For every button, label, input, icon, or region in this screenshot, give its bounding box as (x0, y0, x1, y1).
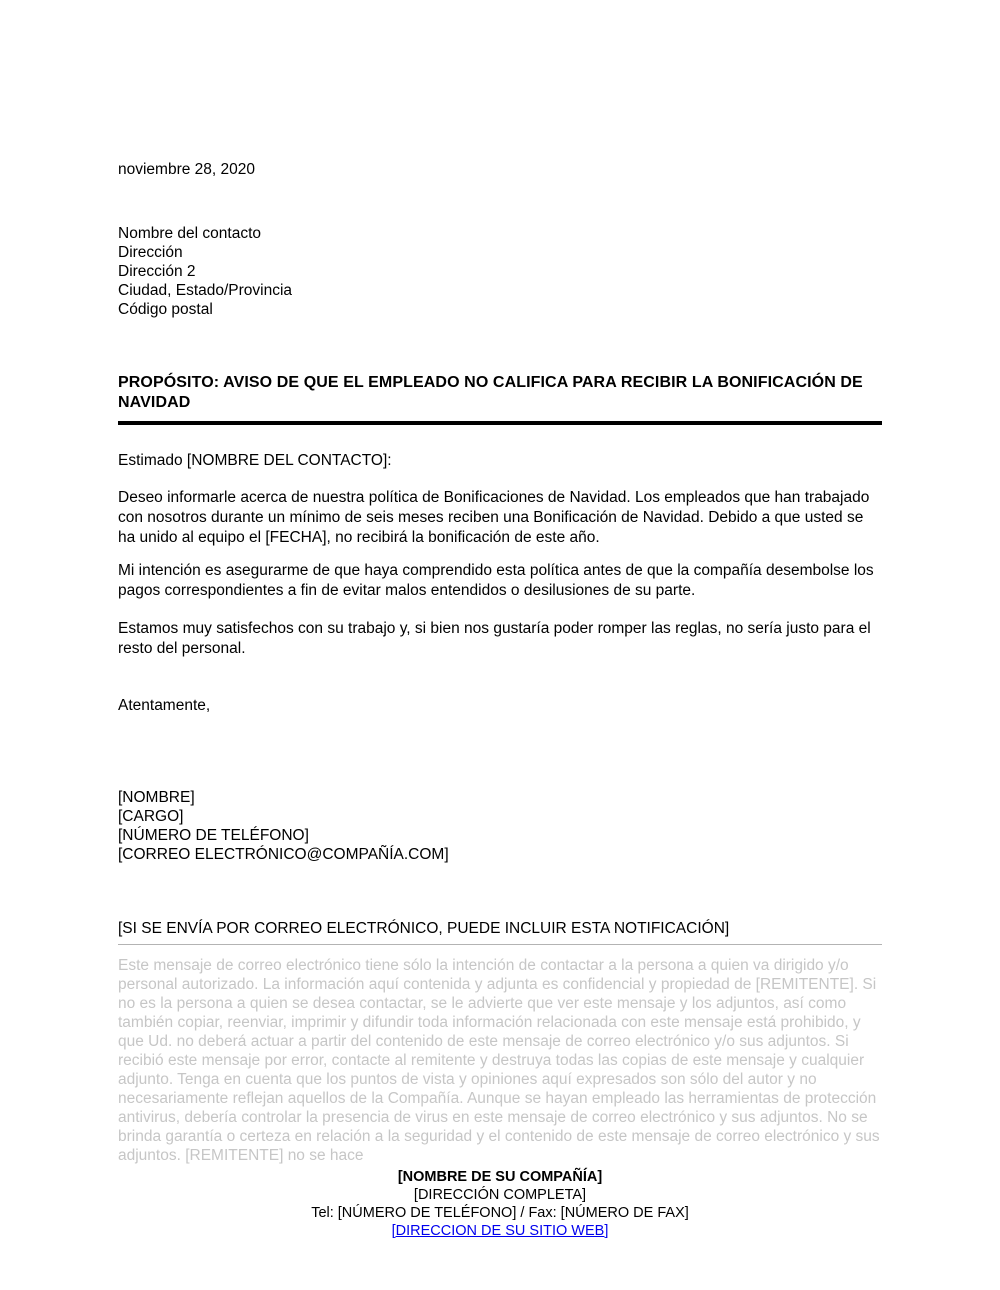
closing: Atentamente, (118, 697, 211, 714)
recipient-city-state: Ciudad, Estado/Provincia (118, 282, 293, 299)
footer-address: [DIRECCIÓN COMPLETA] (413, 1187, 587, 1203)
subject-heading: PROPÓSITO: AVISO DE QUE EL EMPLEADO NO CALIFICA PARA RECIBIR LA BONIFICACIÓN DE NAVIDAD (118, 373, 882, 425)
recipient-postal-code: Código postal (118, 301, 213, 318)
signature-title: [CARGO] (118, 808, 184, 825)
body-paragraph-1: Deseo informarle acerca de nuestra política de Bonificaciones de Navidad. Los empleados que han trabajado con nosotros durante un mínimo de seis meses reciben una Bonificación de Navidad. Debido a que usted se ha unido al equipo el [FECHA], no recibirá la bonificación de este año. (118, 489, 870, 546)
letter-date: noviembre 28, 2020 (118, 161, 256, 178)
recipient-address-line-1: Dirección (118, 244, 183, 261)
email-notice-heading: [SI SE ENVÍA POR CORREO ELECTRÓNICO, PUEDE INCLUIR ESTA NOTIFICACIÓN] (118, 919, 882, 945)
footer-company-name: [NOMBRE DE SU COMPAÑÍA] (397, 1169, 603, 1185)
company-footer (118, 1168, 882, 1240)
signature-email: [CORREO ELECTRÓNICO@COMPAÑÍA.COM] (118, 846, 449, 863)
signature-block (118, 788, 882, 864)
body-paragraph-2: Mi intención es asegurarme de que haya comprendido esta política antes de que la compañía desembolse los pagos correspondientes a fin de evitar malos entendidos o desilusiones de su parte. (118, 562, 874, 599)
body-paragraph-3: Estamos muy satisfechos con su trabajo y, si bien nos gustaría poder romper las reglas, no sería justo para el resto del personal. (118, 620, 871, 657)
recipient-address-block (118, 224, 882, 319)
recipient-address-line-2: Dirección 2 (118, 263, 196, 280)
confidentiality-disclaimer: Este mensaje de correo electrónico tiene sólo la intención de contactar a la persona a quien va dirigido y/o personal autorizado. La información aquí contenida y adjunta es confidencial y propiedad de [REMITENTE]. Si no es la persona a quien se desea contactar, se le advierte que ver este mensaje y los adjuntos, así como también copiar, reenviar, imprimir y difundir toda información relacionada con este mensaje está prohibido, y que Ud. no deberá actuar a partir del contenido de este mensaje de correo electrónico y/o sus adjuntos. Si recibió este mensaje por error, contacte al remitente y destruya todas las copias de este mensaje y cualquier adjunto. Tenga en cuenta que los puntos de vista y opiniones aquí expresados son sólo del autor y no necesariamente reflejan aquellos de la Compañía. Aunque se hayan empleado las herramientas de protección antivirus, debería controlar la presencia de virus en este mensaje de correo electrónico y sus adjuntos. No se brinda garantía o certeza en relación a la seguridad y el contenido de este mensaje de correo electrónico y sus adjuntos. [REMITENTE] no se hace (118, 957, 880, 1164)
signature-name: [NOMBRE] (118, 789, 195, 806)
footer-website-link[interactable]: [DIRECCION DE SU SITIO WEB] (391, 1223, 609, 1239)
footer-tel-fax: Tel: [NÚMERO DE TELÉFONO] / Fax: [NÚMERO DE FAX] (311, 1205, 689, 1221)
signature-phone: [NÚMERO DE TELÉFONO] (118, 827, 309, 844)
salutation: Estimado [NOMBRE DEL CONTACTO]: (118, 452, 392, 469)
recipient-name: Nombre del contacto (118, 225, 262, 242)
